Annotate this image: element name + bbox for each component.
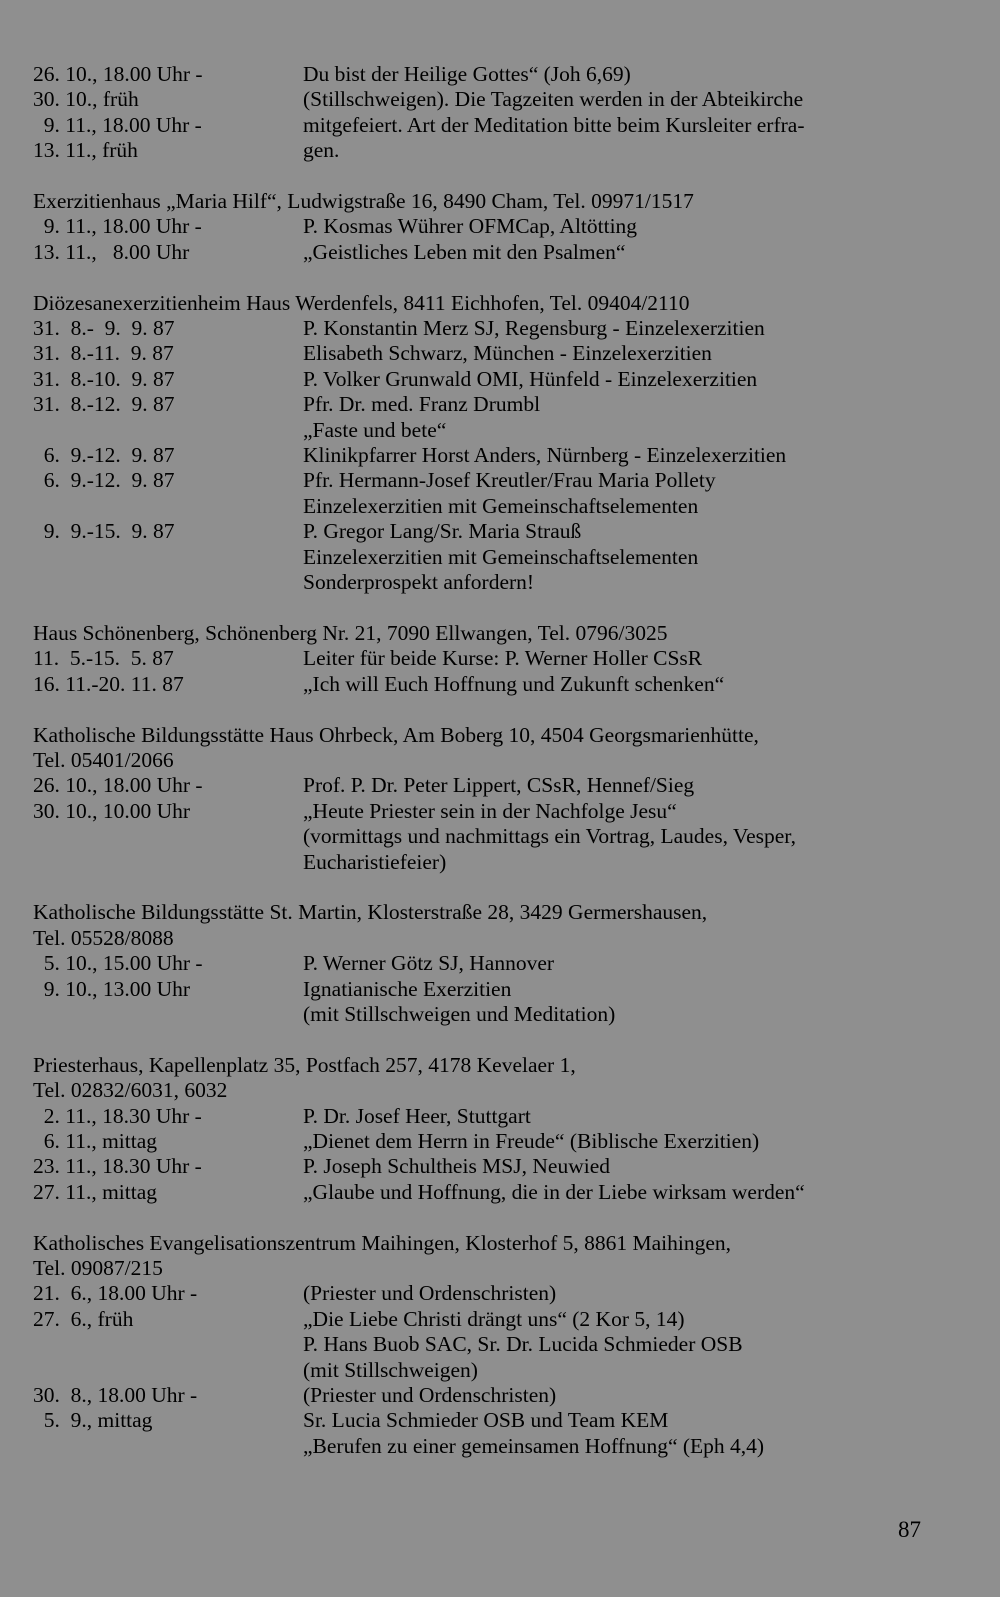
course-text: Du bist der Heilige Gottes“ (Joh 6,69)	[303, 62, 631, 86]
course-text: „Dienet dem Herrn in Freude“ (Biblische Exerzitien)	[303, 1128, 760, 1153]
course-date: 2. 11., 18.30 Uhr -	[33, 1103, 202, 1128]
course-date: 23. 11., 18.30 Uhr -	[33, 1154, 202, 1179]
course-text: Einzelexerzitien mit Gemeinschaftselementen	[303, 544, 699, 569]
course-row	[33, 1002, 938, 1027]
course-row	[33, 1408, 938, 1433]
course-row	[33, 672, 938, 697]
course-date: 26. 10., 18.00 Uhr -	[33, 773, 203, 798]
course-text: P. Joseph Schultheis MSJ, Neuwied	[303, 1154, 610, 1179]
course-text: Leiter für beide Kurse: P. Werner Holler CSsR	[303, 646, 703, 671]
course-text: P. Kosmas Wührer OFMCap, Altötting	[303, 214, 638, 239]
venue-header: Katholisches Evangelisationszentrum Maihingen, Klosterhof 5, 8861 Maihingen,	[33, 1230, 732, 1255]
course-date	[33, 1332, 303, 1357]
course-text: „Berufen zu einer gemeinsamen Hoffnung“ (Eph 4,4)	[303, 1433, 765, 1458]
course-date: 13. 11., früh	[33, 138, 138, 163]
course-row	[33, 1180, 938, 1205]
course-date: 9. 11., 18.00 Uhr -	[33, 214, 202, 239]
course-row	[33, 850, 938, 875]
course-date	[33, 545, 303, 570]
course-text: Ignatianische Exerzitien	[303, 976, 512, 1001]
course-date: 9. 9.-15. 9. 87	[33, 519, 175, 544]
course-date: 31. 8.-12. 9. 87	[33, 392, 175, 417]
course-row	[33, 1358, 938, 1383]
course-date: 11. 5.-15. 5. 87	[33, 646, 174, 671]
course-text: P. Volker Grunwald OMI, Hünfeld - Einzelexerzitien	[303, 366, 758, 391]
course-date: 21. 6., 18.00 Uhr -	[33, 1281, 198, 1306]
course-date	[33, 1358, 303, 1383]
venue-header: Tel. 05528/8088	[33, 925, 174, 950]
course-row	[33, 316, 938, 341]
course-text: Klinikpfarrer Horst Anders, Nürnberg - Einzelexerzitien	[303, 443, 787, 468]
course-row	[33, 240, 938, 265]
course-text: (Priester und Ordenschristen)	[303, 1383, 557, 1408]
course-text: Sonderprospekt anfordern!	[303, 570, 535, 595]
course-date: 31. 8.- 9. 9. 87	[33, 316, 175, 341]
course-row	[33, 773, 938, 798]
course-date: 27. 6., früh	[33, 1306, 134, 1331]
venue-block	[33, 1053, 938, 1205]
venue-block	[33, 900, 938, 1027]
venue-header: Tel. 09087/215	[33, 1255, 163, 1280]
venue-block	[33, 62, 938, 164]
course-date	[33, 1434, 303, 1459]
course-text: (vormittags und nachmittags ein Vortrag, Laudes, Vesper,	[303, 824, 796, 849]
course-row	[33, 1434, 938, 1459]
course-date: 5. 10., 15.00 Uhr -	[33, 951, 203, 976]
course-text: „Geistliches Leben mit den Psalmen“	[303, 239, 626, 264]
course-date: 31. 8.-10. 9. 87	[33, 366, 175, 391]
venue-block	[33, 189, 938, 265]
course-text: P. Dr. Josef Heer, Stuttgart	[303, 1103, 531, 1128]
course-text: Sr. Lucia Schmieder OSB und Team KEM	[303, 1408, 669, 1433]
venue-block	[33, 291, 938, 596]
course-date	[33, 494, 303, 519]
course-text: (mit Stillschweigen und Meditation)	[303, 1001, 616, 1026]
course-text: P. Hans Buob SAC, Sr. Dr. Lucida Schmieder OSB	[303, 1332, 743, 1357]
course-row	[33, 1129, 938, 1154]
course-text: P. Gregor Lang/Sr. Maria Strauß	[303, 519, 582, 544]
course-date: 13. 11., 8.00 Uhr	[33, 239, 190, 264]
course-text: (Priester und Ordenschristen)	[303, 1281, 557, 1306]
course-date: 5. 9., mittag	[33, 1408, 153, 1433]
venue-block	[33, 723, 938, 875]
venue-header: Katholische Bildungsstätte Haus Ohrbeck, Am Boberg 10, 4504 Georgsmarienhütte,	[33, 722, 759, 747]
course-date: 9. 10., 13.00 Uhr	[33, 976, 191, 1001]
course-text: Elisabeth Schwarz, München - Einzelexerzitien	[303, 341, 712, 366]
course-text: „Glaube und Hoffnung, die in der Liebe wirksam werden“	[303, 1179, 805, 1204]
venue-header: Diözesanexerzitienheim Haus Werdenfels, 8411 Eichhofen, Tel. 09404/2110	[33, 290, 690, 315]
course-row	[33, 367, 938, 392]
course-text: mitgefeiert. Art der Meditation bitte beim Kursleiter erfra-	[303, 112, 805, 137]
course-row	[33, 1281, 938, 1306]
course-row	[33, 392, 938, 417]
course-date: 30. 8., 18.00 Uhr -	[33, 1383, 198, 1408]
course-text: Pfr. Hermann-Josef Kreutler/Frau Maria Pollety	[303, 468, 716, 493]
course-row	[33, 519, 938, 544]
course-row	[33, 113, 938, 138]
course-listing	[33, 62, 938, 1459]
course-text: P. Werner Götz SJ, Hannover	[303, 951, 555, 976]
venue-block	[33, 1231, 938, 1460]
course-text: Einzelexerzitien mit Gemeinschaftselementen	[303, 493, 699, 518]
course-row	[33, 824, 938, 849]
course-text: Prof. P. Dr. Peter Lippert, CSsR, Hennef/Sieg	[303, 773, 695, 798]
course-row	[33, 545, 938, 570]
course-date: 30. 10., früh	[33, 87, 139, 112]
course-text: P. Konstantin Merz SJ, Regensburg - Einzelexerzitien	[303, 316, 765, 341]
course-text: Eucharistiefeier)	[303, 849, 447, 874]
course-row	[33, 1332, 938, 1357]
venue-header: Exerzitienhaus „Maria Hilf“, Ludwigstraße 16, 8490 Cham, Tel. 09971/1517	[33, 189, 694, 214]
course-date: 31. 8.-11. 9. 87	[33, 341, 174, 366]
course-row	[33, 62, 938, 87]
course-text: „Faste und bete“	[303, 417, 447, 442]
course-text: „Ich will Euch Hoffnung und Zukunft schenken“	[303, 671, 725, 696]
page-number: 87	[898, 1517, 921, 1542]
course-date	[33, 850, 303, 875]
venue-header: Tel. 02832/6031, 6032	[33, 1078, 228, 1103]
course-text: „Die Liebe Christi drängt uns“ (2 Kor 5, 14)	[303, 1306, 685, 1331]
course-row	[33, 418, 938, 443]
course-date: 9. 11., 18.00 Uhr -	[33, 112, 202, 137]
venue-header: Priesterhaus, Kapellenplatz 35, Postfach 257, 4178 Kevelaer 1,	[33, 1052, 576, 1077]
course-date	[33, 824, 303, 849]
course-date: 6. 9.-12. 9. 87	[33, 443, 175, 468]
course-text: gen.	[303, 138, 340, 163]
course-row	[33, 799, 938, 824]
course-text: Pfr. Dr. med. Franz Drumbl	[303, 392, 541, 417]
course-row	[33, 646, 938, 671]
course-row	[33, 1154, 938, 1179]
course-text: (mit Stillschweigen)	[303, 1357, 478, 1382]
course-row	[33, 87, 938, 112]
course-date: 26. 10., 18.00 Uhr -	[33, 62, 203, 86]
course-row	[33, 570, 938, 595]
course-text: „Heute Priester sein in der Nachfolge Jesu“	[303, 798, 677, 823]
course-row	[33, 977, 938, 1002]
course-row	[33, 341, 938, 366]
course-text: (Stillschweigen). Die Tagzeiten werden in der Abteikirche	[303, 87, 804, 112]
course-date: 16. 11.-20. 11. 87	[33, 671, 184, 696]
course-row	[33, 138, 938, 163]
course-row	[33, 951, 938, 976]
course-date	[33, 418, 303, 443]
venue-block	[33, 621, 938, 697]
course-date	[33, 1002, 303, 1027]
course-date: 30. 10., 10.00 Uhr	[33, 798, 191, 823]
course-row	[33, 1383, 938, 1408]
course-date: 6. 9.-12. 9. 87	[33, 468, 175, 493]
course-row	[33, 494, 938, 519]
venue-header: Haus Schönenberg, Schönenberg Nr. 21, 7090 Ellwangen, Tel. 0796/3025	[33, 620, 668, 645]
course-date: 6. 11., mittag	[33, 1128, 158, 1153]
course-row	[33, 214, 938, 239]
course-date: 27. 11., mittag	[33, 1179, 158, 1204]
course-row	[33, 443, 938, 468]
course-row	[33, 468, 938, 493]
course-row	[33, 1104, 938, 1129]
venue-header: Katholische Bildungsstätte St. Martin, Klosterstraße 28, 3429 Germershausen,	[33, 900, 708, 925]
course-row	[33, 1307, 938, 1332]
venue-header: Tel. 05401/2066	[33, 747, 174, 772]
course-date	[33, 570, 303, 595]
